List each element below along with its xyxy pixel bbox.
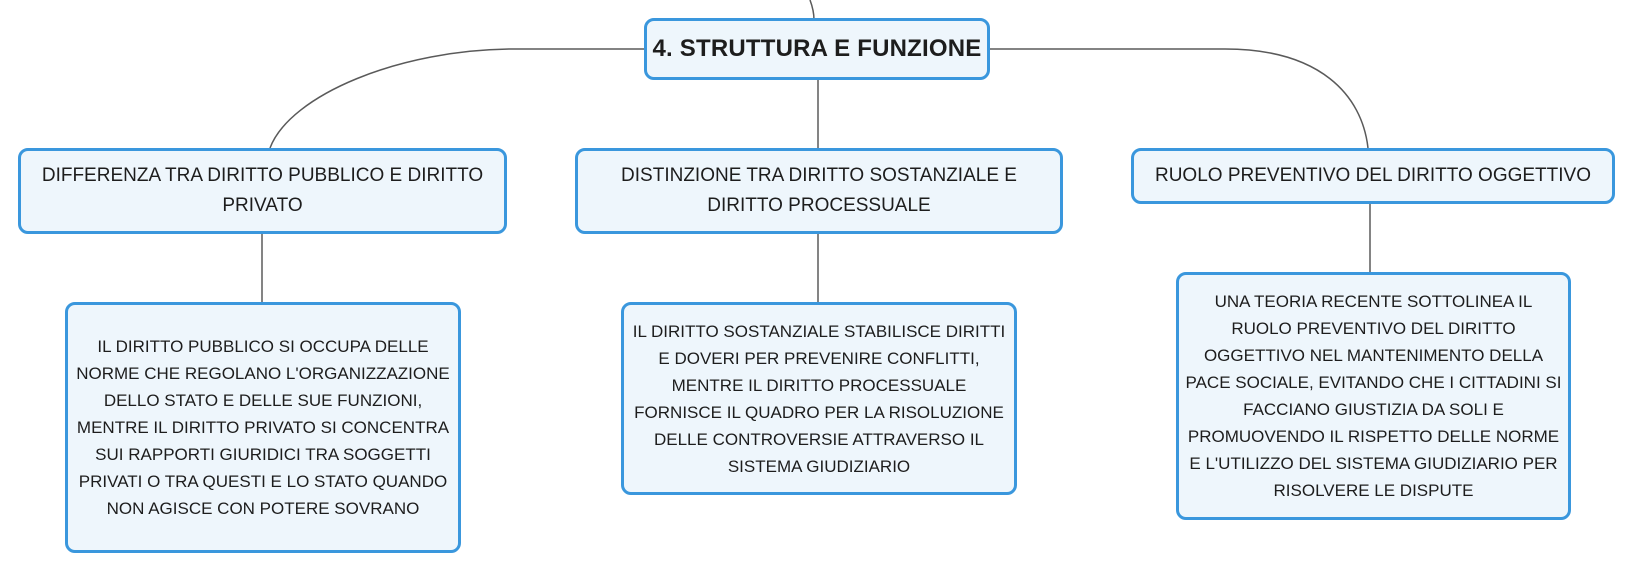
branch-node-preventive-role[interactable]: [1131, 148, 1615, 204]
detail-node-public-private-law[interactable]: [65, 302, 461, 553]
detail-text: UNA TEORIA RECENTE SOTTOLINEA IL RUOLO PREVENTIVO DEL DIRITTO OGGETTIVO NEL MANTENIMENTO DELLA PACE SOCIALE, EVITANDO CHE I CITTADINI SI FACCIANO GIUSTIZIA DA SOLI E PROMUOVENDO IL RISPETTO DELLE NORME E L'UTILIZZO DEL SISTEMA GIUDIZIARIO PER RISOLVERE LE DISPUTE: [1185, 292, 1562, 500]
root-topic-node[interactable]: [644, 18, 990, 80]
branch-node-public-private-law[interactable]: [18, 148, 507, 234]
branch-node-substantive-procedural-law[interactable]: [575, 148, 1063, 234]
connector-root-to-branch-1: [270, 49, 645, 148]
detail-text: IL DIRITTO SOSTANZIALE STABILISCE DIRITTI E DOVERI PER PREVENIRE CONFLITTI, MENTRE IL DIRITTO PROCESSUALE FORNISCE IL QUADRO PER LA RISOLUZIONE DELLE CONTROVERSIE ATTRAVERSO IL SISTEMA GIUDIZIARIO: [632, 321, 1006, 476]
root-topic-label: 4. STRUTTURA E FUNZIONE: [652, 35, 982, 62]
detail-text: IL DIRITTO PUBBLICO SI OCCUPA DELLE NORME CHE REGOLANO L'ORGANIZZAZIONE DELLO STATO E DELLE SUE FUNZIONI, MENTRE IL DIRITTO PRIVATO SI CONCENTRA SUI RAPPORTI GIURIDICI TRA SOGGETTI PRIVATI O TRA QUESTI E LO STATO QUANDO NON AGISCE CON POTERE SOVRANO: [76, 337, 450, 518]
detail-node-preventive-role[interactable]: [1176, 272, 1571, 520]
detail-node-substantive-procedural-law[interactable]: [621, 302, 1017, 495]
branch-label: DISTINZIONE TRA DIRITTO SOSTANZIALE E DIRITTO PROCESSUALE: [621, 165, 1017, 216]
branch-label: DIFFERENZA TRA DIRITTO PUBBLICO E DIRITTO PRIVATO: [41, 165, 484, 216]
connector-root-to-branch-3: [989, 49, 1368, 148]
connector-parent-to-root: [810, 0, 814, 20]
branch-label: RUOLO PREVENTIVO DEL DIRITTO OGGETTIVO: [1154, 165, 1591, 186]
